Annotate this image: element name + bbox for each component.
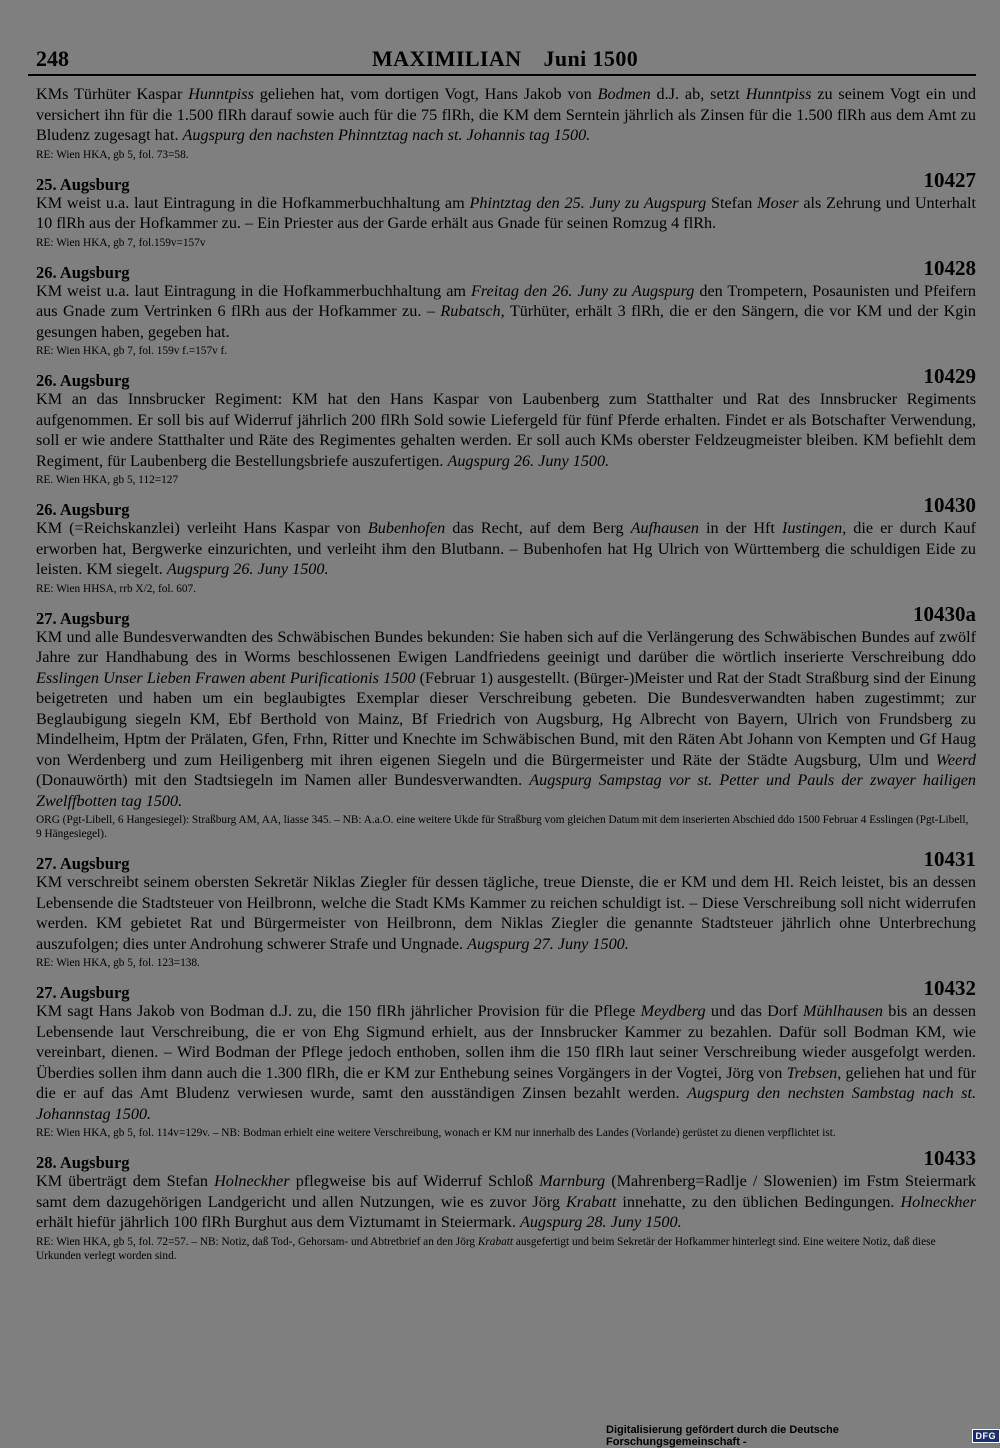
entry-number: 10429 [924, 364, 977, 389]
entry-number: 10432 [924, 976, 977, 1001]
intro-text: KMs Türhüter Kaspar Hunntpiss geliehen hat, vom dortigen Vogt, Hans Jakob von Bodmen d.J. ab, setzt Hunntpiss zu seinem Vogt ein und versichert ihn für die 1.500 flRh darauf sowie auch für die 75 flRh, die KM dem Serntein jährlich als Zinsen für die 1.500 flRh aus dem Amt zu Bludenz zugesagt hat. Augspurg den nachsten Phinntztag nach st. Johannis tag 1500. [36, 84, 976, 146]
entry-header [36, 980, 976, 1001]
source-line: RE: Wien HKA, gb 5, fol. 73=58. [36, 148, 976, 162]
italic-text: Mühlhausen [803, 1002, 883, 1020]
italic-text: Holneckher [900, 1193, 976, 1211]
entry-text: KM und alle Bundesverwandten des Schwäbischen Bundes bekunden: Sie haben sich auf die Verlängerung des Schwäbischen Bundes auf zwölf Jahre zur Handhabung des in Worms beschlossenen Ewigen Landfriedens geeinigt und darüber die wörtlich inserierte Verschreibung ddo Esslingen Unser Lieben Frawen abent Purificationis 1500 (Februar 1) ausgestellt. (Bürger-)Meister und Rat der Stadt Straßburg sind der Einung beigetreten und haben um ein beglaubigtes Exemplar dieser Verschreibung gebeten. Die Bundesverwandten haben zugestimmt; zur Beglaubigung siegeln KM, Ebf Berthold von Mainz, Bf Friedrich von Augsburg, Hg Albrecht von Bayern, Ulrich von Frundsberg zu Mindelheim, Hptm der Prälaten, Gfen, Frhn, Ritter und Knechte im Schwäbischen Bund, mit den Räten Abt Johann von Kempten und Gf Haug von Werdenberg und zum Heiligenberg mit ihren eigenen Siegeln und die Bürgermeister und Räte der Städte Augsburg, Ulm und Weerd (Donauwörth) mit den Stadtsiegeln im Namen aller Bundesverwandten. Augspurg Sampstag vor st. Petter und Pauls der zwayer hailigen Zwelffbotten tag 1500. [36, 627, 976, 812]
page-header [28, 40, 976, 76]
entry-text: KM sagt Hans Jakob von Bodman d.J. zu, die 150 flRh jährlicher Provision für die Pflege Meydberg und das Dorf Mühlhausen bis an dessen Lebensende laut Verschreibung, die er von Ehg Sigmund erhielt, aus der Innsbrucker Kammer zu bezahlen. Dafür soll Bodman KM, wie vereinbart, dienen. – Wird Bodman der Pflege jedoch enthoben, sollen ihm die 150 flRh laut seiner Verschreibung wieder ausgefolgt werden. Überdies sollen ihm dann auch die 1.300 flRh, die er KM zur Enthebung seines Vorgängers in der Vogtei, Jörg von Trebsen, geliehen hat und für die er auf das Amt Bludenz verwiesen wurde, samt den ausständigen Zinsen bezahlt werden. Augspurg den nechsten Sambstag nach st. Johannstag 1500. [36, 1001, 976, 1124]
italic-text: Augspurg den nachsten Phinntztag nach st. Johannis tag 1500. [183, 126, 591, 144]
entry-text: KM (=Reichskanzlei) verleiht Hans Kaspar von Bubenhofen das Recht, auf dem Berg Aufhausen in der Hft Iustingen, die er durch Kauf erworben hat, Bergwerke einzurichten, und verleiht ihm den Blutbann. – Bubenhofen hat Hg Ulrich von Württemberg die schuldigen Eide zu leisten. KM siegelt. Augspurg 26. Juny 1500. [36, 518, 976, 580]
entry-text: KM überträgt dem Stefan Holneckher pflegweise bis auf Widerruf Schloß Marnburg (Mahrenberg=Radlje / Slowenien) im Fstm Steiermark samt dem dazugehörigen Landgericht und allen Nutzungen, wie es zuvor Jörg Krabatt innehatte, zu den üblichen Bedingungen. Holneckher erhält hiefür jährlich 100 flRh Burghut aus dem Viztumamt in Steiermark. Augspurg 28. Juny 1500. [36, 1171, 976, 1233]
footer-text: Digitalisierung gefördert durch die Deutsche Forschungsgemeinschaft - [606, 1424, 969, 1448]
intro-source [28, 148, 976, 162]
page-number: 248 [36, 46, 69, 72]
running-title-name: MAXIMILIAN [372, 46, 521, 71]
italic-text: Hunntpiss [746, 85, 812, 103]
italic-text: Moser [757, 194, 798, 212]
italic-text: Aufhausen [631, 519, 699, 537]
italic-text: Augspurg 28. Juny 1500. [520, 1213, 682, 1231]
italic-text: Rubatsch [440, 302, 500, 320]
entry-header [36, 368, 976, 389]
entry-header [36, 260, 976, 281]
entry [28, 851, 976, 970]
entry-header [36, 606, 976, 627]
entry-text: KM weist u.a. laut Eintragung in die Hofkammerbuchhaltung am Freitag den 26. Juny zu Augspurg den Trompetern, Posaunisten und Pfeifern aus Gnade zum Vertrinken 6 flRh aus der Hofkammer zu. – Rubatsch, Türhüter, erhält 3 flRh, die er den Sängern, die vor KM und der Kgin gesungen haben, gegeben hat. [36, 281, 976, 343]
entry-source: RE: Wien HKA, gb 7, fol. 159v f.=157v f. [36, 344, 976, 358]
entry [28, 980, 976, 1140]
italic-text: Augspurg 26. Juny 1500. [447, 452, 609, 470]
entry [28, 1150, 976, 1263]
entry-number: 10428 [924, 256, 977, 281]
entry-number: 10430a [913, 602, 976, 627]
italic-text: Meydberg [641, 1002, 706, 1020]
italic-text: Augspurg den nechsten Sambstag nach st. Johannstag 1500. [36, 1084, 976, 1123]
entry-source: RE: Wien HHSA, rrb X/2, fol. 607. [36, 582, 976, 596]
intro-fragment [28, 84, 976, 162]
italic-text: Freitag den 26. Juny zu Augspurg [471, 282, 694, 300]
italic-text: Bodmen [598, 85, 651, 103]
italic-text: Phintztag den 25. Juny zu Augspurg [469, 194, 706, 212]
entry-source: RE: Wien HKA, gb 5, fol. 123=138. [36, 956, 976, 970]
entry [28, 368, 976, 487]
entry [28, 260, 976, 359]
italic-text: Augspurg Sampstag vor st. Petter und Pauls der zwayer hailigen Zwelffbotten tag 1500. [36, 771, 976, 810]
entry-text: KM verschreibt seinem obersten Sekretär Niklas Ziegler für dessen tägliche, treue Dienste, die er KM und dem Hl. Reich leistet, bis an dessen Lebensende die Stadtsteuer von Heilbronn, welche die Stadt KMs Kammer zu reichen schuldigt ist. – Diese Verschreibung soll nicht widerrufen werden. KM gebietet Rat und Bürgermeister von Heilbronn, dem Niklas Ziegler die genannte Stadtsteuer jährlich ohne Unterbrechung auszufolgen; dies unter Androhung schwerer Strafe und Ungnade. Augspurg 27. Juny 1500. [36, 872, 976, 954]
entries-list [28, 172, 976, 1263]
entry-header [36, 1150, 976, 1171]
entry-number: 10433 [924, 1146, 977, 1171]
footer [606, 1424, 1000, 1448]
entry [28, 606, 976, 842]
dfg-logo: DFG [972, 1429, 1000, 1443]
entry-source: RE. Wien HKA, gb 5, 112=127 [36, 473, 976, 487]
italic-text: Bubenhofen [368, 519, 445, 537]
italic-text: Augspurg 27. Juny 1500. [467, 935, 629, 953]
entry-header [36, 497, 976, 518]
entry-date: 26. Augsburg [36, 263, 130, 283]
italic-text: Augspurg 26. Juny 1500. [167, 560, 329, 578]
entry-date: 25. Augsburg [36, 175, 130, 195]
entry-date: 27. Augsburg [36, 854, 130, 874]
entry-header [36, 851, 976, 872]
entry-source: ORG (Pgt-Libell, 6 Hangesiegel): Straßburg AM, AA, liasse 345. – NB: A.a.O. eine weitere Ukde für Straßburg vom gleichen Datum mit dem inserierten Abschied ddo 1500 Februar 4 Esslingen (Pgt-Libell, 9 Hängesiegel). [36, 813, 976, 841]
running-title [372, 46, 638, 72]
italic-text: Esslingen Unser Lieben Frawen abent Purificationis 1500 [36, 669, 415, 687]
entry-date: 27. Augsburg [36, 983, 130, 1003]
italic-text: Krabatt [566, 1193, 616, 1211]
italic-text: Hunntpiss [188, 85, 254, 103]
entry-date: 27. Augsburg [36, 609, 130, 629]
italic-text: Krabatt [478, 1236, 513, 1248]
entry-header [36, 172, 976, 193]
italic-text: Iustingen [782, 519, 842, 537]
entry-date: 26. Augsburg [36, 371, 130, 391]
entry-source: RE: Wien HKA, gb 5, fol. 114v=129v. – NB: Bodman erhielt eine weitere Verschreibung, wonach er KM nur innerhalb des Landes (Vorlande) gerüstet zu dienen verpflichtet ist. [36, 1126, 976, 1140]
entry [28, 497, 976, 596]
entry-source: RE: Wien HKA, gb 5, fol. 72=57. – NB: Notiz, daß Tod-, Gehorsam- und Abtretbrief an den Jörg Krabatt ausgefertigt und beim Sekretär der Hofkammer hinterlegt sind. Eine weitere Notiz, daß diese Urkunden verlegt worden sind. [36, 1235, 976, 1263]
italic-text: Marnburg [539, 1172, 605, 1190]
entry-number: 10431 [924, 847, 977, 872]
italic-text: Weerd [936, 751, 976, 769]
entry-number: 10427 [924, 168, 977, 193]
entry-date: 26. Augsburg [36, 500, 130, 520]
entry-number: 10430 [924, 493, 977, 518]
entry-date: 28. Augsburg [36, 1153, 130, 1173]
entry-text: KM an das Innsbrucker Regiment: KM hat den Hans Kaspar von Laubenberg zum Statthalter und Rat des Innsbrucker Regiments aufgenommen. Er soll bis auf Widerruf jährlich 200 flRh Sold sowie Liefergeld für fünf Pferde erhalten. Findet er als Botschafter Verwendung, soll er wie andere Statthalter und Räte des Regimentes gehalten werden. Er soll auch KMs oberster Feldzeugmeister bleiben. KM befiehlt dem Regiment, für Laubenberg die Bestellungsbriefe auszufertigen. Augspurg 26. Juny 1500. [36, 389, 976, 471]
italic-text: Holneckher [214, 1172, 290, 1190]
document-page [28, 40, 976, 1424]
entry-text: KM weist u.a. laut Eintragung in die Hofkammerbuchhaltung am Phintztag den 25. Juny zu Augspurg Stefan Moser als Zehrung und Unterhalt 10 flRh aus der Hofkammer zu. – Ein Priester aus der Garde erhält aus Gnade für seinen Romzug 4 flRh. [36, 193, 976, 234]
entry [28, 172, 976, 250]
entry-source: RE: Wien HKA, gb 7, fol.159v=157v [36, 236, 976, 250]
italic-text: Trebsen [787, 1064, 838, 1082]
running-title-date: Juni 1500 [543, 46, 638, 71]
